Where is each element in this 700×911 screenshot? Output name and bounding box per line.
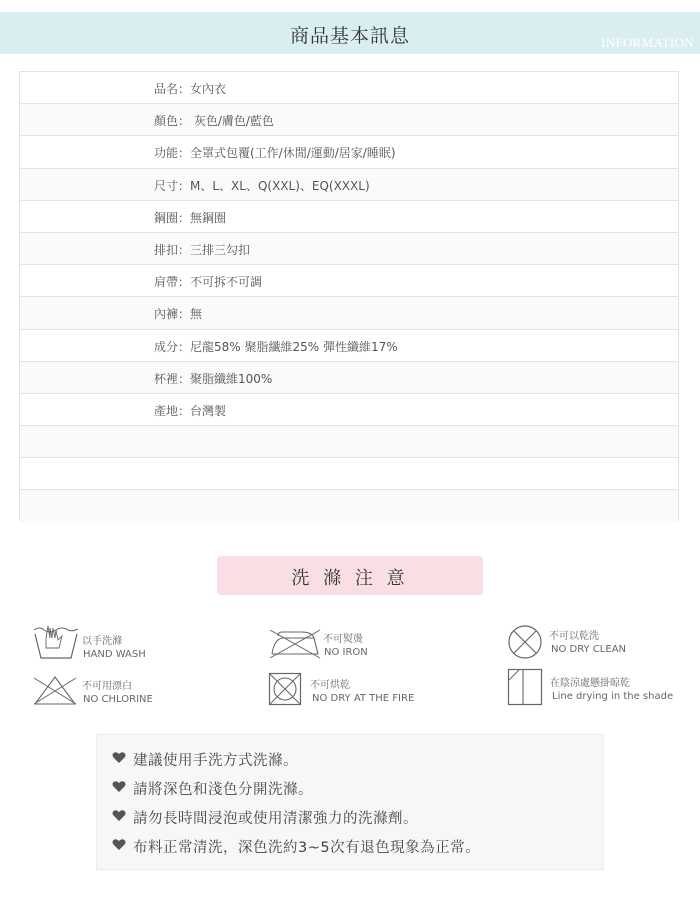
care-hand-wash	[32, 622, 172, 664]
no-bleach-icon	[32, 674, 78, 706]
care-label-en: Line drying in the shade	[552, 691, 674, 702]
info-header-title: 商品基本訊息	[289, 25, 410, 47]
info-row-text: 尺寸：M、L、XL、Q(XXL)、EQ(XXXL)	[154, 178, 370, 193]
info-row	[20, 104, 678, 136]
info-row	[20, 72, 678, 104]
care-label-en: HAND WASH	[83, 649, 146, 660]
info-row	[20, 362, 678, 394]
care-label-zh: 在陰涼處懸掛晾乾	[550, 678, 630, 689]
info-row	[20, 426, 678, 458]
care-label-en: NO IRON	[324, 647, 368, 658]
care-label-zh: 以手洗滌	[82, 636, 122, 647]
info-row	[20, 330, 678, 362]
care-label-en: NO DRY CLEAN	[551, 644, 627, 655]
care-note	[133, 749, 298, 770]
care-note-text: 建議使用手洗方式洗滌。	[133, 753, 298, 769]
info-row-text: 顏色： 灰色/膚色/藍色	[154, 114, 274, 129]
info-row-text: 排扣：三排三勾扣	[154, 242, 251, 257]
care-no-tumble-dry	[268, 672, 428, 708]
info-row-text: 杯裡：聚脂纖維100%	[154, 371, 273, 386]
info-row	[20, 169, 678, 201]
care-label-zh: 不可烘乾	[310, 680, 350, 691]
care-label-zh: 不可以乾洗	[549, 631, 599, 642]
info-row-text: 功能：全罩式包覆(工作/休閒/運動/居家/睡眠)	[154, 146, 396, 161]
care-title-text: 洗 滌 注 意	[291, 568, 409, 589]
info-row-text: 內褲：無	[154, 307, 203, 322]
care-note-text: 請勿長時間浸泡或使用清潔強力的洗滌劑。	[133, 811, 418, 827]
no-iron-icon	[268, 626, 322, 660]
info-row	[20, 201, 678, 233]
care-note-text: 布料正常清洗，深色洗約3~5次有退色現象為正常。	[133, 840, 481, 856]
heart-icon	[112, 780, 126, 793]
hand-wash-icon	[32, 622, 80, 662]
no-tumble-dry-icon	[268, 672, 302, 706]
care-note	[133, 807, 418, 828]
info-row	[20, 265, 678, 297]
care-no-dry-clean	[507, 624, 637, 660]
care-label-en: NO DRY AT THE FIRE	[312, 693, 415, 704]
heart-icon	[112, 751, 126, 764]
info-row	[20, 297, 678, 329]
info-row	[20, 490, 678, 522]
care-no-iron	[268, 626, 398, 662]
info-row	[20, 458, 678, 490]
line-dry-shade-icon	[507, 668, 543, 706]
care-label-en: NO CHLORINE	[83, 694, 153, 705]
care-label-zh: 不可熨燙	[323, 634, 363, 645]
no-dry-clean-icon	[507, 624, 543, 660]
info-row-text: 品名：女內衣	[154, 82, 227, 96]
care-no-chlorine	[32, 674, 172, 708]
heart-icon	[112, 809, 126, 822]
info-row	[20, 394, 678, 426]
care-label-zh: 不可用漂白	[82, 681, 132, 692]
info-row-text: 肩帶：不可拆不可調	[154, 275, 263, 290]
info-row-text: 產地：台灣製	[154, 403, 227, 418]
care-note	[133, 778, 313, 799]
care-line-dry-shade	[507, 668, 687, 708]
care-note-text: 請將深色和淺色分開洗滌。	[133, 782, 313, 798]
info-row-text: 鋼圈：無鋼圈	[154, 210, 227, 225]
info-row	[20, 233, 678, 265]
care-notes-box	[96, 734, 604, 870]
info-header-subtitle: INFORMATION	[601, 35, 694, 50]
info-row	[20, 136, 678, 168]
care-note	[133, 836, 480, 857]
heart-icon	[112, 838, 126, 851]
product-info-table	[19, 71, 679, 521]
info-header-bar	[0, 12, 700, 54]
care-section-title	[217, 556, 483, 595]
info-row-text: 成分：尼龍58% 聚脂纖維25% 彈性纖維17%	[154, 339, 398, 354]
